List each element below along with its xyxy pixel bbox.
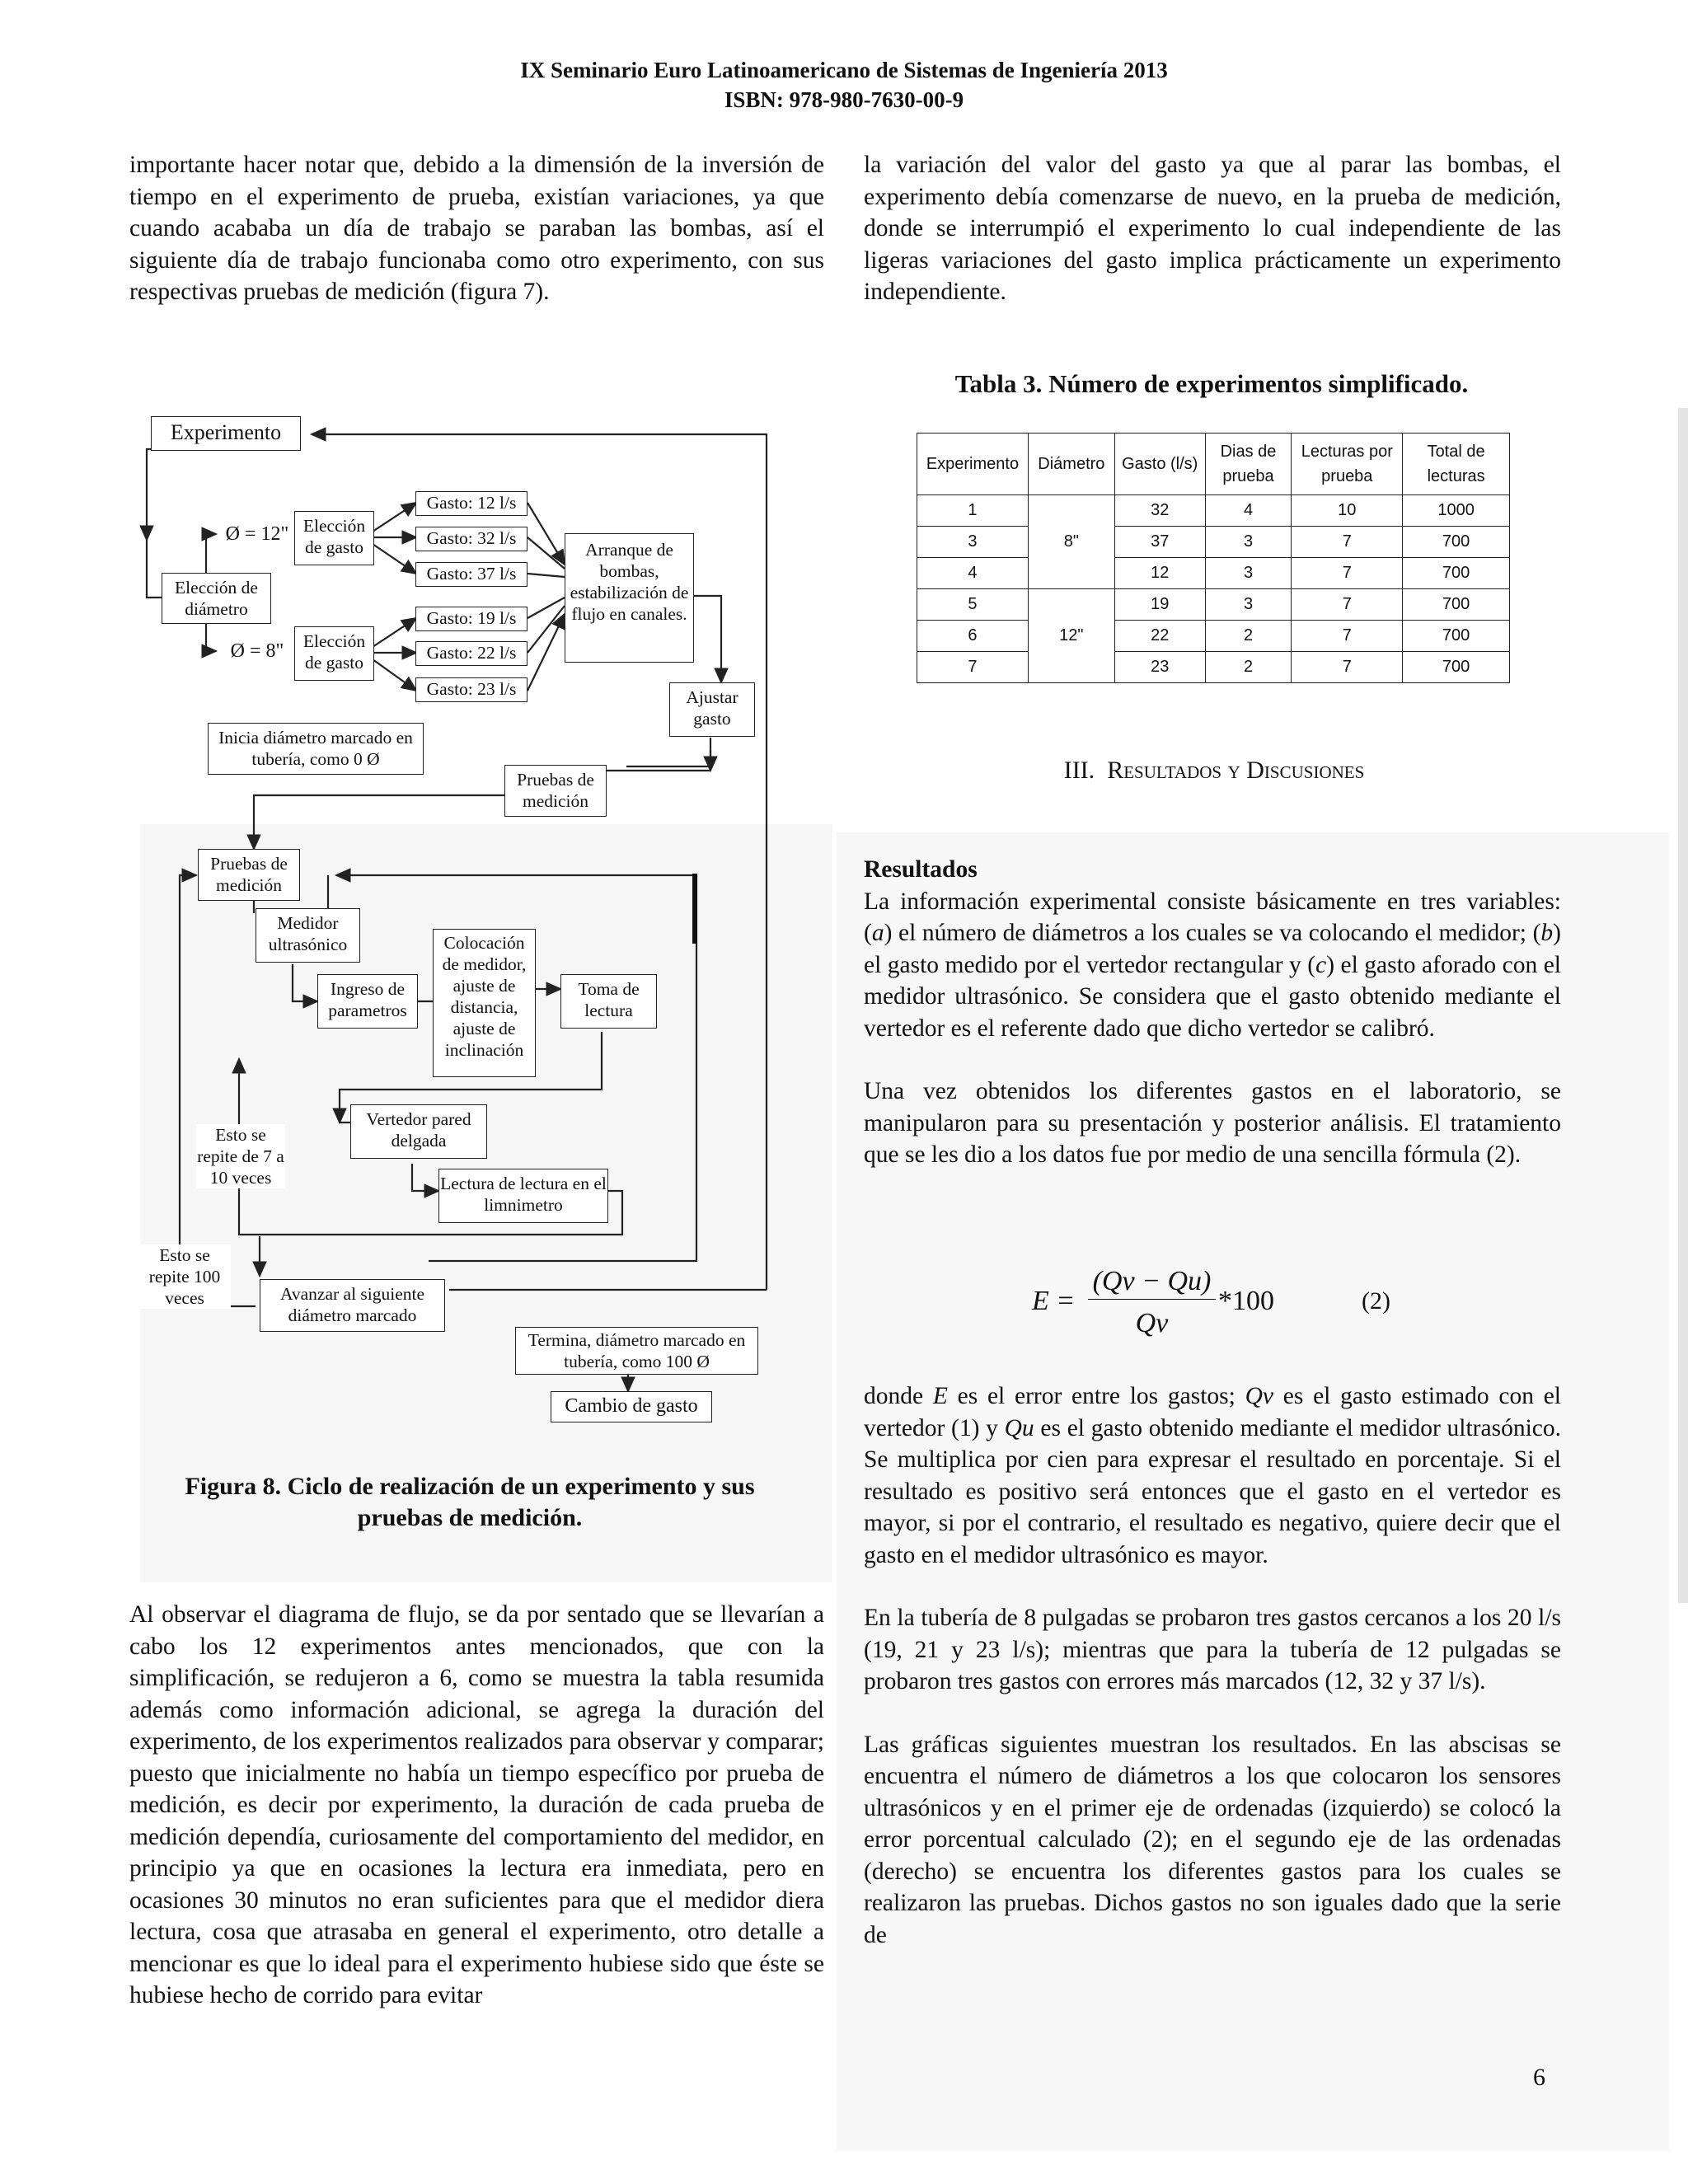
header-isbn: ISBN: 978-980-7630-00-9 (724, 87, 964, 112)
th-diametro: Diámetro (1028, 434, 1114, 495)
box-pruebas-medicion-1: Pruebas de medición (504, 765, 607, 817)
cell-gasto: 12 (1114, 558, 1205, 589)
right-top-paragraph: la variación del valor del gasto ya que al parar las bombas, el experimento debía comenzarse de nuevo, en la prueba de medición, donde se interrumpió el experimento lo cual independiente de las ligeras variaciones del gasto implica prácticamente un experimento independiente. (864, 152, 1561, 305)
cell-gasto: 37 (1114, 527, 1205, 558)
cell-lecturas: 10 (1292, 495, 1403, 527)
cell-exp: 6 (917, 621, 1029, 652)
cell-dias: 4 (1205, 495, 1292, 527)
box-ajustar-gasto: Ajustar gasto (669, 682, 755, 737)
cell-exp: 5 (917, 589, 1029, 621)
table-row (917, 652, 1510, 683)
formula-denominator: Qv (1135, 1308, 1169, 1338)
box-vertedor: Vertedor pared delgada (350, 1104, 487, 1159)
header-conference: IX Seminario Euro Latinoamericano de Sistemas de Ingeniería 2013 (520, 58, 1168, 82)
box-colocacion-medidor: Colocación de medidor, ajuste de distancia, ajuste de inclinación (433, 929, 536, 1077)
cell-lecturas: 7 (1292, 589, 1403, 621)
label-diameter-12: Ø = 12" (225, 523, 289, 545)
left-bottom-paragraph: Al observar el diagrama de flujo, se da por sentado que se llevarían a cabo los 12 experimentos antes mencionados, que con la simplificación, se redujeron a 6, como se muestra la tabla resumida además como información adicional, se agrega la duración del experimento, de los experimentos realizados para observar y comparar; puesto que inicialmente no había un tiempo específico por prueba de medición, es decir por experimento, la duración de cada prueba de medición dependía, curiosamente del comportamiento del medidor, en principio ya que en ocasiones la lectura era inmediata, pero en ocasiones 30 minutos no eran suficientes para que el medidor diera lectura, cosa que atrasaba en general el experimento, otro detalle a mencionar es que lo ideal para el experimento hubiese sido que éste se hubiese hecho de corrido para evitar (129, 1601, 824, 2008)
results-heading: Resultados (864, 856, 978, 883)
cell-dias: 3 (1205, 589, 1292, 621)
section-number: III. (1063, 757, 1095, 784)
table-row (917, 589, 1510, 621)
box-gasto-37: Gasto: 37 l/s (415, 562, 528, 587)
box-eleccion-gasto-8: Elección de gasto (294, 626, 374, 681)
cell-dias: 3 (1205, 527, 1292, 558)
box-pruebas-medicion-2: Pruebas de medición (198, 849, 300, 901)
cell-diametro-8: 8" (1028, 495, 1114, 589)
scan-shading (140, 824, 832, 1582)
box-arranque-bombas: Arranque de bombas, estabilización de flujo en canales. (565, 533, 694, 663)
label-repite-100: Esto se repite 100 veces (138, 1244, 231, 1309)
cell-total: 700 (1403, 558, 1510, 589)
box-toma-lectura: Toma de lectura (560, 974, 657, 1029)
results-block (864, 854, 1561, 1171)
results-paragraph-1: La información experimental consiste básicamente en tres variables: (a) el número de diámetros a los cuales se va colocando el medidor; (b) el gasto medido por el vertedor rectangular y (c) el gasto aforado con el medidor ultrasónico. Se considera que el gasto obtenido mediante el vertedor es el referente dado que dicho vertedor se calibró. (864, 888, 1561, 1042)
left-top-paragraph: importante hacer notar que, debido a la dimensión de la inversión de tiempo en el experimento de prueba, existían variaciones, ya que cuando acababa un día de trabajo se paraban las bombas, así el siguiente día de trabajo funcionaba como otro experimento, con sus respectivas pruebas de medición (figura 7). (129, 152, 824, 305)
label-diameter-8: Ø = 8" (230, 640, 284, 662)
cell-exp: 7 (917, 652, 1029, 683)
box-gasto-19: Gasto: 19 l/s (415, 607, 528, 631)
section-title: Resultados y Discusiones (1107, 757, 1365, 784)
box-gasto-12: Gasto: 12 l/s (415, 491, 528, 516)
box-eleccion-gasto-12: Elección de gasto (294, 511, 374, 565)
table-header-row (917, 434, 1510, 495)
cell-lecturas: 7 (1292, 621, 1403, 652)
box-gasto-22: Gasto: 22 l/s (415, 641, 528, 666)
cell-lecturas: 7 (1292, 558, 1403, 589)
results-block-2 (864, 1380, 1561, 1951)
box-lectura-limnimetro: Lectura de lectura en el limnimetro (438, 1169, 608, 1223)
scan-edge (1678, 408, 1688, 1603)
table-row (917, 558, 1510, 589)
cell-dias: 3 (1205, 558, 1292, 589)
box-cambio-gasto: Cambio de gasto (551, 1391, 712, 1422)
cell-gasto: 23 (1114, 652, 1205, 683)
cell-exp: 3 (917, 527, 1029, 558)
table-row (917, 527, 1510, 558)
box-gasto-32: Gasto: 32 l/s (415, 527, 528, 551)
cell-lecturas: 7 (1292, 652, 1403, 683)
cell-dias: 2 (1205, 621, 1292, 652)
th-experimento: Experimento (917, 434, 1029, 495)
label-repite-7-10: Esto se repite de 7 a 10 veces (197, 1125, 284, 1188)
box-avanzar-diametro: Avanzar al siguiente diámetro marcado (260, 1279, 445, 1332)
cell-total: 700 (1403, 652, 1510, 683)
cell-total: 700 (1403, 589, 1510, 621)
box-termina-diametro: Termina, diámetro marcado en tubería, como 100 Ø (515, 1327, 758, 1375)
table-row (917, 621, 1510, 652)
page-number: 6 (1533, 2064, 1545, 2091)
results-paragraph-4: En la tubería de 8 pulgadas se probaron tres gastos cercanos a los 20 l/s (19, 21 y 23 l/s); mientras que para la tubería de 12 pulgadas se probaron tres gastos con errores más marcados (12, 32 y 37 l/s). (864, 1605, 1561, 1694)
results-paragraph-5: Las gráficas siguientes muestran los resultados. En las abscisas se encuentra el número de diámetros a los que colocaron los sensores ultrasónicos y en el primer eje de ordenadas (izquierdo) se colocó la error porcentual calculado (2); en el segundo eje de las ordenadas (derecho) se encuentra los diferentes gastos para los cuales se realizaron las pruebas. Dichos gastos no son iguales dado que la serie de (864, 1731, 1561, 1948)
cell-total: 700 (1403, 621, 1510, 652)
box-experimento: Experimento (151, 416, 301, 451)
cell-exp: 1 (917, 495, 1029, 527)
table-3 (917, 433, 1510, 683)
cell-exp: 4 (917, 558, 1029, 589)
box-gasto-23: Gasto: 23 l/s (415, 677, 528, 702)
th-gasto: Gasto (l/s) (1114, 434, 1205, 495)
formula-lhs: E = (1032, 1286, 1076, 1316)
th-total: Total de lecturas (1403, 434, 1510, 495)
cell-lecturas: 7 (1292, 527, 1403, 558)
results-paragraph-3: donde E es el error entre los gastos; Qv es el gasto estimado con el vertedor (1) y Qu es el gasto obtenido mediante el medidor ultrasónico. Se multiplica por cien para expresar el resultado en porcentaje. Si el resultado es positivo será entonces que el gasto en el vertedor es mayor, si por el contrario, el resultado es negativo, quiere decir que el gasto en el medidor ultrasónico es mayor. (864, 1383, 1561, 1568)
box-eleccion-diametro: Elección de diámetro (162, 573, 271, 624)
formula-numerator: (Qv − Qu) (1088, 1266, 1216, 1300)
cell-dias: 2 (1205, 652, 1292, 683)
th-dias: Dias de prueba (1205, 434, 1292, 495)
cell-total: 700 (1403, 527, 1510, 558)
cell-diametro-12: 12" (1028, 589, 1114, 683)
section-heading (865, 757, 1563, 785)
cell-gasto: 19 (1114, 589, 1205, 621)
box-ingreso-parametros: Ingreso de parametros (317, 974, 418, 1029)
formula-number: (2) (1362, 1287, 1390, 1315)
box-medidor-ultrasonico: Medidor ultrasónico (256, 908, 360, 963)
cell-gasto: 32 (1114, 495, 1205, 527)
formula-mult: *100 (1218, 1286, 1274, 1316)
results-paragraph-2: Una vez obtenidos los diferentes gastos en el laboratorio, se manipularon para su presentación y posterior análisis. El tratamiento que se les dio a los datos fue por medio de una sencilla fórmula (2). (864, 1078, 1561, 1168)
table-row (917, 495, 1510, 527)
cell-total: 1000 (1403, 495, 1510, 527)
table-caption: Tabla 3. Número de experimentos simplificado. (954, 369, 1469, 398)
box-inicia-diametro: Inicia diámetro marcado en tubería, como 0 Ø (208, 723, 424, 775)
cell-gasto: 22 (1114, 621, 1205, 652)
figure-caption: Figura 8. Ciclo de realización de un experimento y sus pruebas de medición. (185, 1473, 755, 1531)
th-lecturas: Lecturas por prueba (1292, 434, 1403, 495)
